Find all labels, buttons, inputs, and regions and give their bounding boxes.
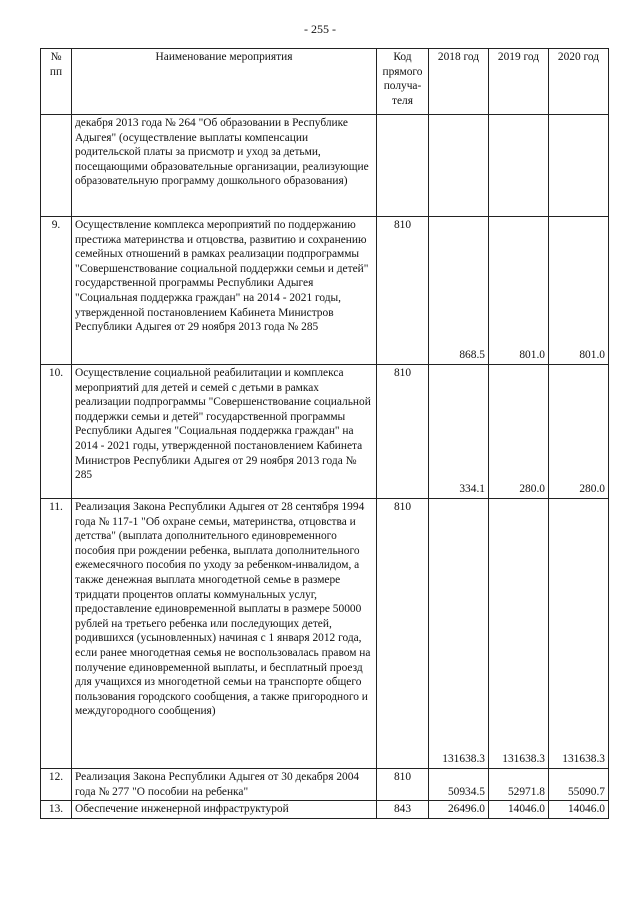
row-name: декабря 2013 года № 264 "Об образовании в Республике Адыгея" (осуществление выплаты компенсации родительской платы за присмотр и уход за детьми, посещающими образовательные организации, реализующие образовательную программу дошкольного образования) (72, 115, 377, 217)
row-2018 (429, 115, 489, 217)
row-2019: 52971.8 (489, 769, 549, 801)
row-number: 9. (41, 217, 72, 365)
row-code: 810 (377, 217, 429, 365)
row-2020: 280.0 (549, 365, 609, 499)
row-name: Реализация Закона Республики Адыгея от 30 декабря 2004 года № 277 "О пособии на ребенка" (72, 769, 377, 801)
budget-table (40, 48, 609, 819)
row-number: 10. (41, 365, 72, 499)
row-2019 (489, 115, 549, 217)
row-number: 12. (41, 769, 72, 801)
table-row (41, 769, 609, 801)
table-row (41, 217, 609, 365)
row-2020: 801.0 (549, 217, 609, 365)
row-2020: 55090.7 (549, 769, 609, 801)
row-name: Реализация Закона Республики Адыгея от 28 сентября 1994 года № 117-1 "Об охране семьи, материнства, отцовства и детства" (выплата дополнительного единовременного пособия при рождении ребенка, выплата дополнительного ежемесячного пособия по уходу за ребенком-инвалидом, а также денежная выплата многодетной семье в размере тридцати процентов оплаты коммунальных услуг, предоставление единовременной выплаты в размере 50000 рублей на третьего ребенка или последующих детей, родившихся (усыновленных) начиная с 1 января 2012 года, если ранее многодетная семья не воспользовалась правом на получение единовременной выплаты, и бесплатный проезд для учащихся из многодетной семьи на транспорте общего пользования городского сообщения, а также пригородного и междугородного сообщения) (72, 499, 377, 769)
row-2019: 280.0 (489, 365, 549, 499)
table-row (41, 801, 609, 819)
row-2019: 131638.3 (489, 499, 549, 769)
row-2018: 868.5 (429, 217, 489, 365)
row-2018: 131638.3 (429, 499, 489, 769)
row-name: Обеспечение инженерной инфраструктурой (72, 801, 377, 819)
row-2020: 14046.0 (549, 801, 609, 819)
header-2018: 2018 год (429, 49, 489, 115)
row-name: Осуществление социальной реабилитации и комплекса мероприятий для детей и семей с детьми в рамках реализации подпрограммы "Совершенствование социальной поддержки семьи и детей" государственной программы Республики Адыгея "Социальная поддержка граждан" на 2014 - 2021 годы, утвержденной постановлением Кабинета Министров Республики Адыгея от 29 ноября 2013 года № 285 (72, 365, 377, 499)
row-2019: 801.0 (489, 217, 549, 365)
page-number: - 255 - (304, 22, 336, 36)
header-2019: 2019 год (489, 49, 549, 115)
header-code: Код прямого получа-теля (377, 49, 429, 115)
row-2020: 131638.3 (549, 499, 609, 769)
table-row (41, 499, 609, 769)
row-code: 843 (377, 801, 429, 819)
table-row (41, 365, 609, 499)
row-number: 11. (41, 499, 72, 769)
row-number: 13. (41, 801, 72, 819)
header-no: № пп (41, 49, 72, 115)
table-header-row (41, 49, 609, 115)
header-2020: 2020 год (549, 49, 609, 115)
row-2019: 14046.0 (489, 801, 549, 819)
row-2018: 50934.5 (429, 769, 489, 801)
row-code: 810 (377, 499, 429, 769)
header-name: Наименование мероприятия (72, 49, 377, 115)
row-code (377, 115, 429, 217)
row-number (41, 115, 72, 217)
row-2018: 334.1 (429, 365, 489, 499)
row-code: 810 (377, 769, 429, 801)
row-2018: 26496.0 (429, 801, 489, 819)
row-code: 810 (377, 365, 429, 499)
row-2020 (549, 115, 609, 217)
row-name: Осуществление комплекса мероприятий по поддержанию престижа материнства и отцовства, развитию и сохранению семейных отношений в рамках реализации подпрограммы "Совершенствование социальной поддержки семьи и детей" государственной программы Республики Адыгея "Социальная поддержка граждан" на 2014 - 2021 годы, утвержденной постановлением Кабинета Министров Республики Адыгея от 29 ноября 2013 года № 285 (72, 217, 377, 365)
table-row (41, 115, 609, 217)
